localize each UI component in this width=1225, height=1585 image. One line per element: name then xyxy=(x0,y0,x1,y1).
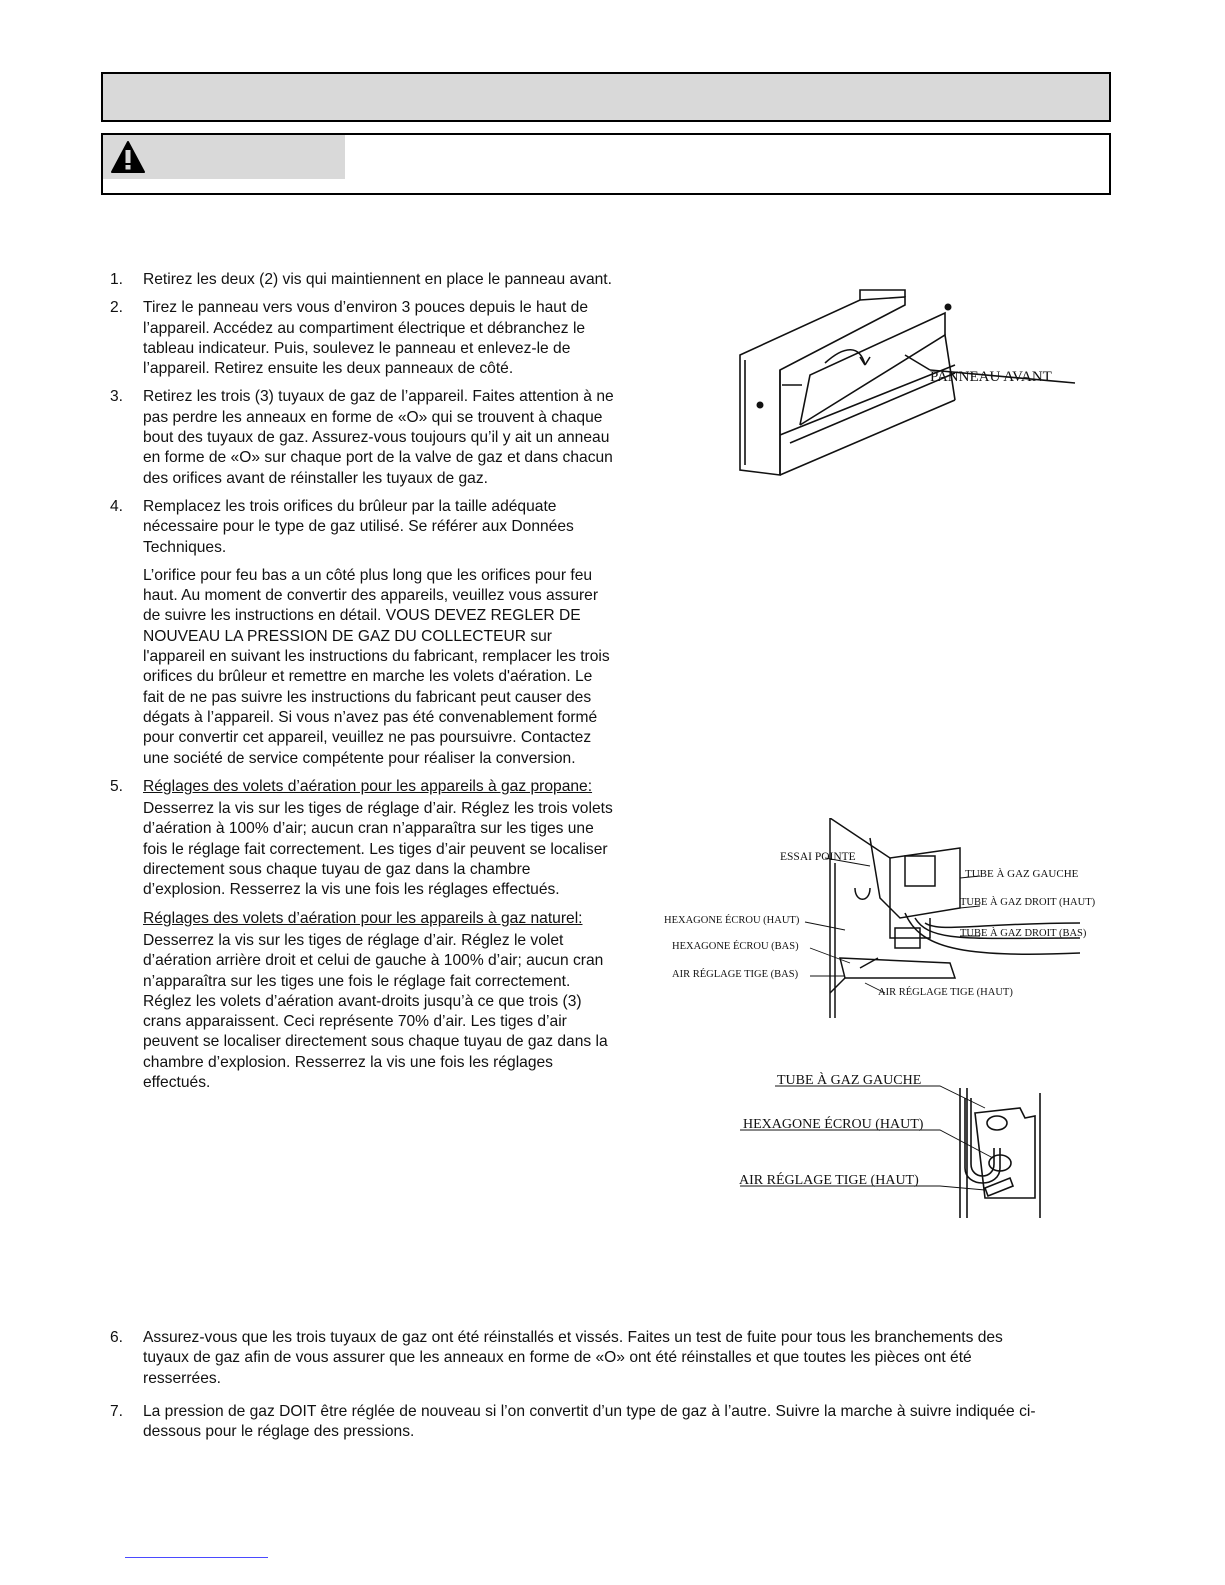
gas-valve-figure xyxy=(660,818,1120,1028)
section-title-bar xyxy=(101,72,1111,122)
step-number: 1. xyxy=(110,271,124,288)
warning-box xyxy=(101,133,1111,195)
step-4-note: L’orifice pour feu bas a un côté plus long que les orifices pour feu haut. Au moment de convertir des appareils, veuillez vous assurer de suivre les instructions en détail. VOUS DEVEZ REGLER DE NOUVEAU LA PRESSION DE GAZ DU COLLECTEUR sur l'appareil en suivant les instructions du fabricant, remplacer les trois orifices du brûleur et remettre en marche les volets d'aération. Le fait de ne pas suivre les instructions du fabricant peut causer des dégats à l’appareil. Si vous n’avez pas été convenablement formé pour convertir cet appareil, veuillez ne pas poursuivre. Contactez une société de service compétente pour réaliser la conversion. xyxy=(143,566,610,767)
step-number: 2. xyxy=(110,299,124,317)
screw-icon xyxy=(757,402,764,409)
step-text: Tirez le panneau vers vous d’environ 3 pouces depuis le haut de l’appareil. Accédez au compartiment électrique et débranchez le tableau indicateur. Puis, soulevez le panneau et enlevez-le de l’appareil. Retirez ensuite les deux panneaux de côté. xyxy=(143,299,588,378)
propane-text: Desserrez la vis sur les tiges de réglage d’air. Réglez les trois volets d’aération à 100% d’air; aucun cran n’apparaîtra sur les tiges une fois le réglage fait correctement. Les tiges d’air peuvent se localiser directement sous chaque tuyau de gaz dans la chambre d’explosion. Resserrez la vis une fois les réglages effectués. xyxy=(143,800,613,899)
step-3 xyxy=(105,387,615,488)
step-number: 7. xyxy=(110,1403,124,1420)
panneau-avant-label: PANNEAU AVANT xyxy=(930,369,1052,385)
step-1 xyxy=(105,270,615,290)
step-number: 4. xyxy=(110,497,124,515)
step-5 xyxy=(105,777,615,797)
propane-heading: Réglages des volets d’aération pour les appareils à gaz propane: xyxy=(143,777,593,795)
air-haut-label: AIR RÉGLAGE TIGE (HAUT) xyxy=(739,1173,919,1188)
tube-gauche-label: TUBE À GAZ GAUCHE xyxy=(965,868,1079,880)
step-6 xyxy=(105,1328,1045,1397)
step-number: 3. xyxy=(110,388,124,406)
step-text: Remplacez les trois orifices du brûleur par la taille adéquate nécessaire pour le type de gaz utilisé. Se référer aux Données Techniques. xyxy=(143,497,574,556)
warning-triangle-icon xyxy=(111,141,145,173)
warning-label-panel xyxy=(103,135,345,179)
step-number: 5. xyxy=(110,777,124,795)
tube-droit-haut-label: TUBE À GAZ DROIT (HAUT) xyxy=(960,897,1096,908)
step-7 xyxy=(105,1402,1045,1451)
screw-icon xyxy=(945,304,952,311)
air-bas-label: AIR RÉGLAGE TIGE (BAS) xyxy=(672,969,799,980)
hex-haut-label: HEXAGONE ÉCROU (HAUT) xyxy=(664,915,800,926)
natural-gas-text: Desserrez la vis sur les tiges de réglage d’air. Réglez le volet d’aération arrière droit et celui de gauche à 100% d’air; aucun cran n’apparaîtra sur les tiges une fois le réglage fait correctement. Réglez les volets d’aération avant-droits jusqu’à ce que trois (3) crans apparaissent. Ceci représente 70% d’air. Les tiges d’air peuvent se localiser directement sous chaque tuyau de gaz dans la chambre d’explosion. Resserrez la vis une fois les réglages effectués. xyxy=(143,931,608,1091)
air-rod-figure xyxy=(735,1068,1055,1223)
step-text: Retirez les trois (3) tuyaux de gaz de l’appareil. Faites attention à ne pas perdre les anneaux en forme de «O» qui se trouvent à chaque bout des tuyaux de gaz. Assurez-vous toujours qu’il y ait un anneau en forme de «O» sur chaque port de la valve de gaz et dans chacun des orifices avant de réinstaller les tuyaux de gaz. xyxy=(143,388,614,487)
step-text: Assurez-vous que les trois tuyaux de gaz ont été réinstallés et vissés. Faites un test de fuite pour tous les branchements des tuyaux de gaz afin de vous assurer que les anneaux en forme de «O» ont été réinstalles et que toutes les pièces ont été resserrées. xyxy=(143,1329,1003,1387)
tube-gauche-label: TUBE À GAZ GAUCHE xyxy=(777,1073,922,1088)
footer-link-line xyxy=(125,1557,268,1558)
step-2 xyxy=(105,298,615,379)
step-number: 6. xyxy=(110,1329,124,1346)
hex-bas-label: HEXAGONE ÉCROU (BAS) xyxy=(672,941,799,952)
step-4 xyxy=(105,497,615,558)
hex-haut-label: HEXAGONE ÉCROU (HAUT) xyxy=(743,1117,924,1132)
front-panel-figure xyxy=(720,285,1090,485)
natural-gas-heading: Réglages des volets d’aération pour les appareils à gaz naturel: xyxy=(143,909,583,927)
essai-pointe-label: ESSAI POINTE xyxy=(780,851,856,863)
air-haut-label: AIR RÉGLAGE TIGE (HAUT) xyxy=(878,987,1013,998)
instruction-steps xyxy=(105,270,615,1101)
step-text: Retirez les deux (2) vis qui maintiennent en place le panneau avant. xyxy=(143,271,612,288)
tube-droit-bas-label: TUBE À GAZ DROIT (BAS) xyxy=(960,928,1087,939)
step-text: La pression de gaz DOIT être réglée de nouveau si l’on convertit d’un type de gaz à l’autre. Suivre la marche à suivre indiquée ci-dessous pour le réglage des pressions. xyxy=(143,1403,1036,1441)
